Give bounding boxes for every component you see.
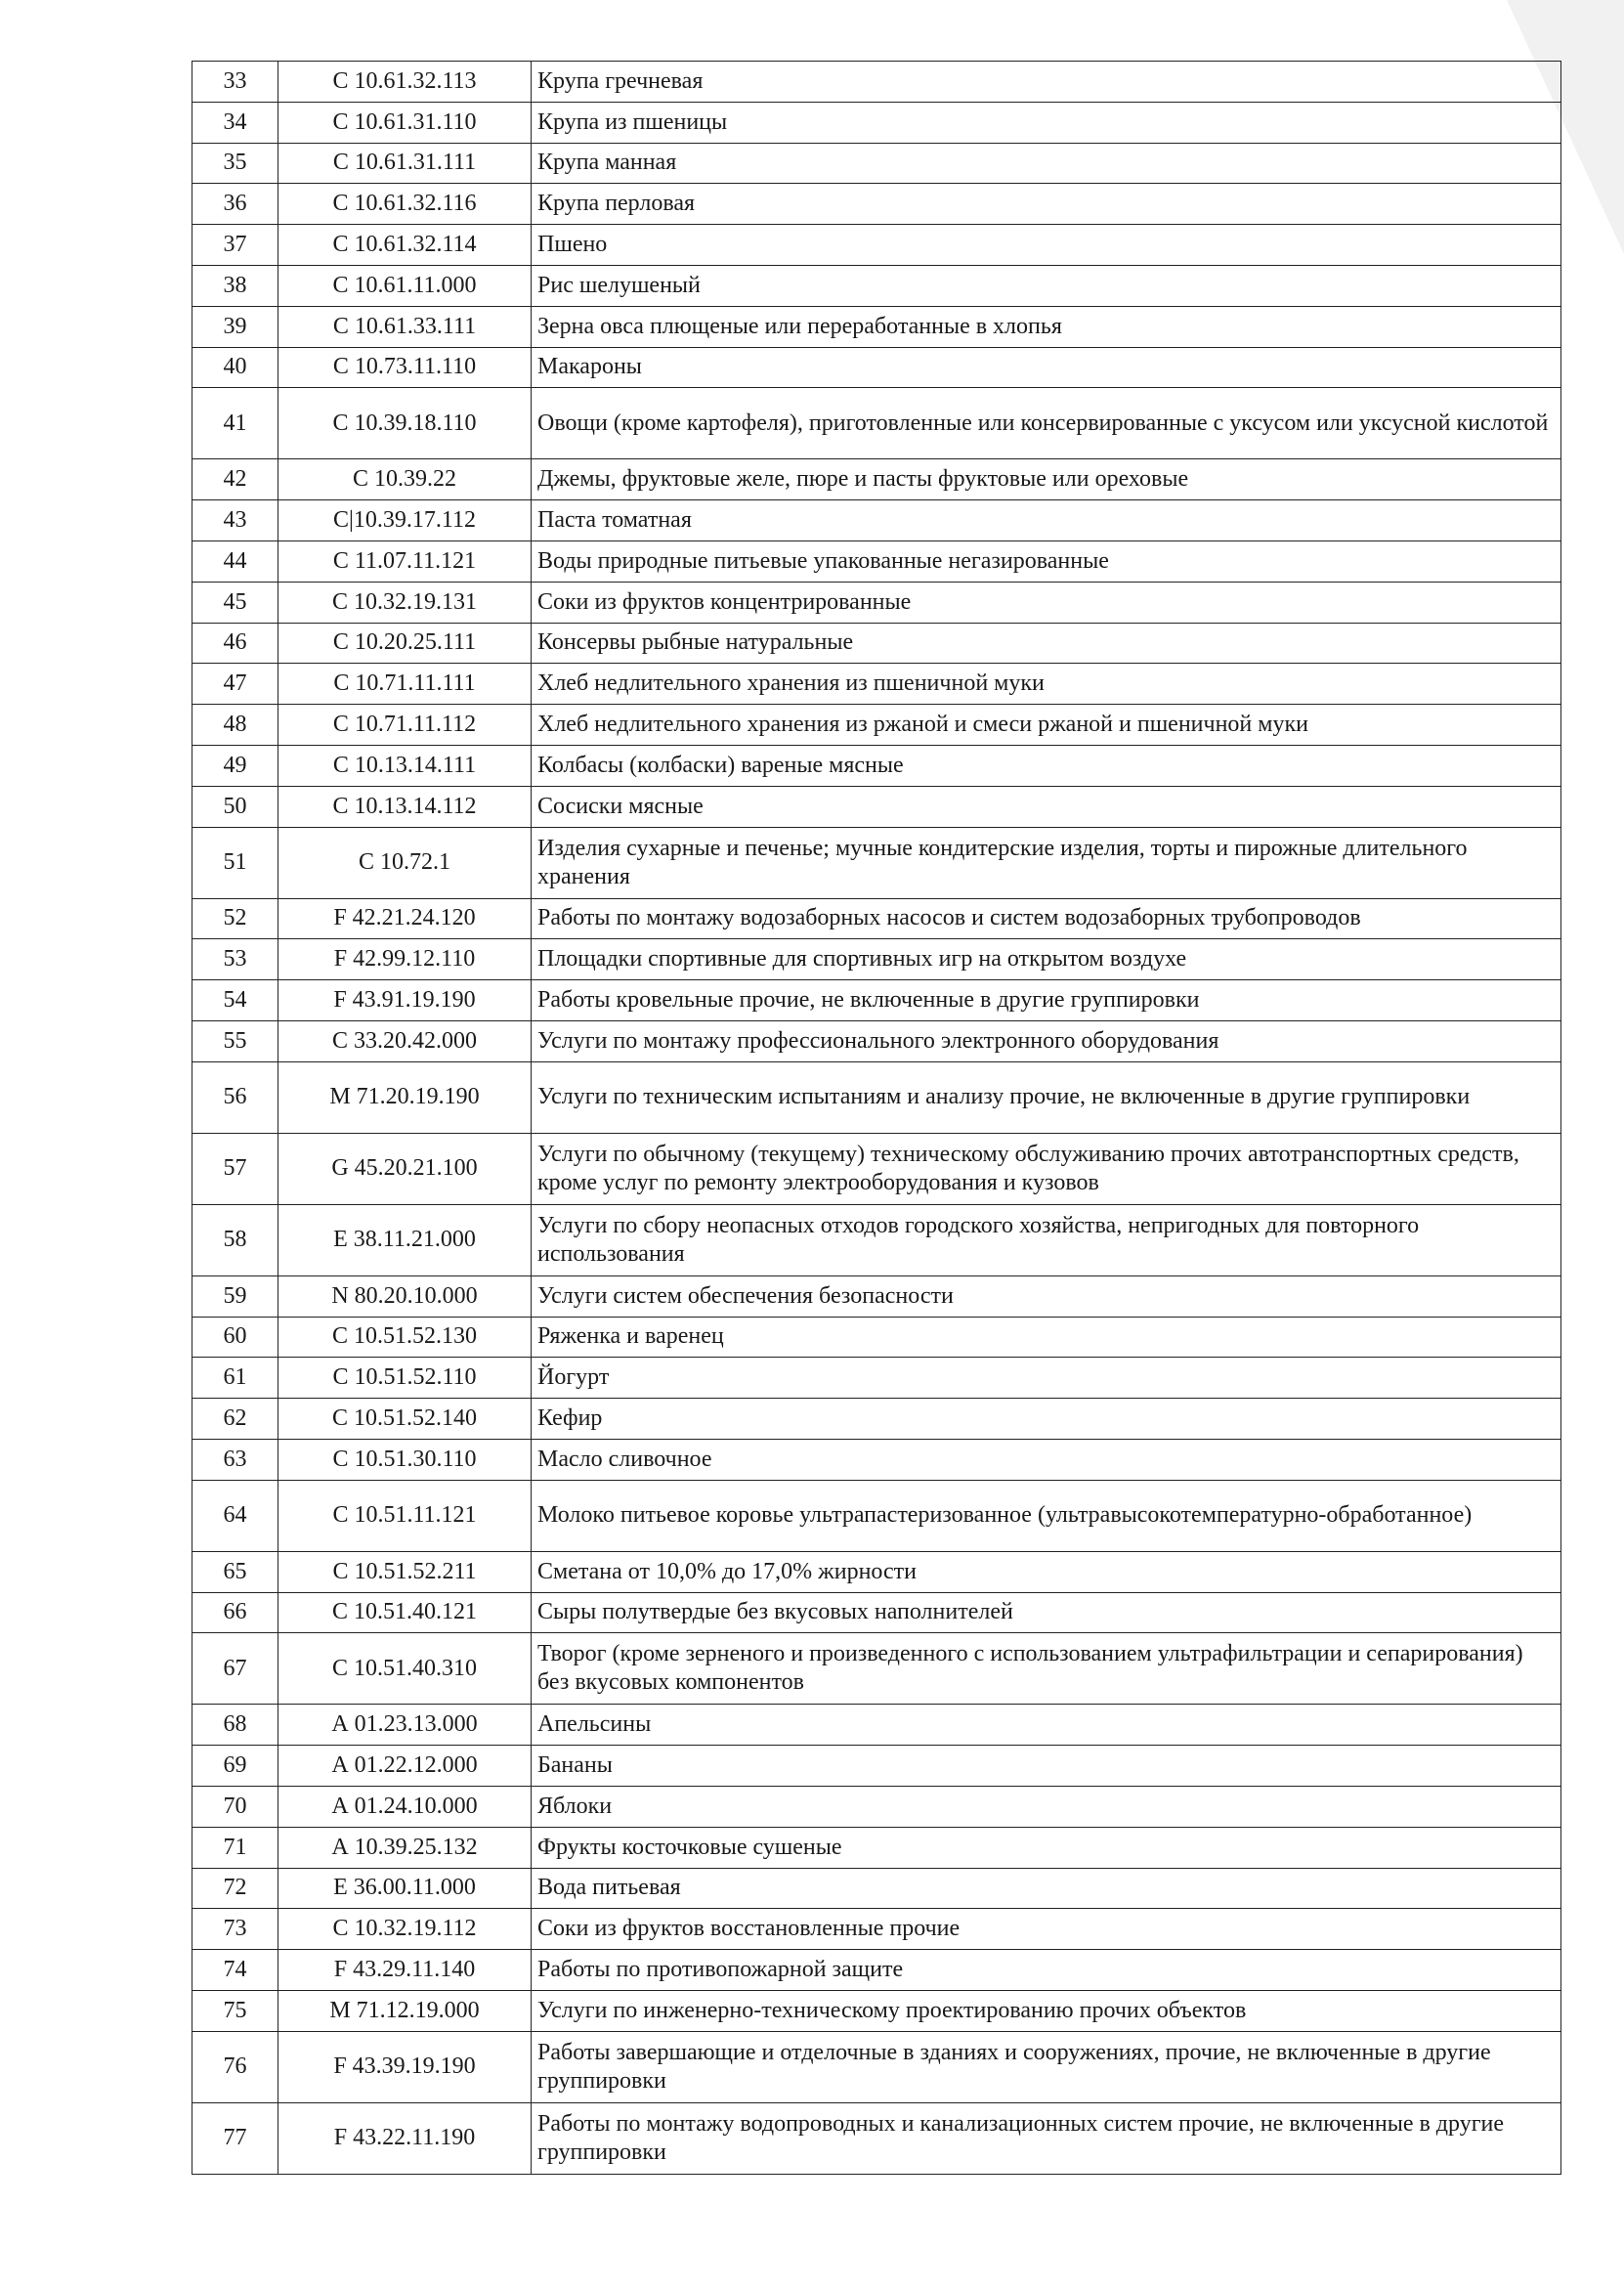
item-name: Бананы [532,1746,1561,1787]
item-name: Колбасы (колбаски) вареные мясные [532,745,1561,786]
okpd-code: С 10.20.25.111 [278,623,532,664]
table-row [192,1827,1561,1868]
row-number: 73 [192,1909,278,1950]
okpd-code: E 36.00.11.000 [278,1868,532,1909]
okpd-code: С 10.13.14.112 [278,786,532,827]
item-name: Работы завершающие и отделочные в зданиях и сооружениях, прочие, не включенные в другие группировки [532,2031,1561,2102]
item-name: Рис шелушеный [532,265,1561,306]
item-name: Йогурт [532,1358,1561,1399]
table-row [192,306,1561,347]
table-row [192,347,1561,388]
okpd-code: С 10.71.11.111 [278,664,532,705]
table-row [192,1020,1561,1061]
okpd-code: А 01.24.10.000 [278,1786,532,1827]
okpd-code: G 45.20.21.100 [278,1133,532,1204]
table-row [192,1061,1561,1133]
row-number: 51 [192,827,278,898]
okpd-code: F 42.21.24.120 [278,898,532,939]
okpd-code: С 10.61.32.114 [278,225,532,266]
item-name: Услуги по инженерно-техническому проектированию прочих объектов [532,1990,1561,2031]
row-number: 56 [192,1061,278,1133]
table-row [192,459,1561,500]
okpd-code: F 43.91.19.190 [278,980,532,1021]
item-name: Ряженка и варенец [532,1317,1561,1358]
item-name: Услуги систем обеспечения безопасности [532,1275,1561,1317]
item-name: Паста томатная [532,500,1561,541]
okpd-code: С 33.20.42.000 [278,1020,532,1061]
row-number: 77 [192,2102,278,2174]
okpd-code: С 10.32.19.131 [278,582,532,623]
table-row [192,664,1561,705]
okpd-code: С 10.51.11.121 [278,1480,532,1551]
okpd-code: М 71.20.19.190 [278,1061,532,1133]
row-number: 76 [192,2031,278,2102]
table-row [192,62,1561,103]
item-name: Работы кровельные прочие, не включенные в другие группировки [532,980,1561,1021]
item-name: Кефир [532,1399,1561,1440]
table-row [192,1399,1561,1440]
table-row [192,540,1561,582]
item-name: Сыры полутвердые без вкусовых наполнителей [532,1592,1561,1633]
okpd-code: С 11.07.11.121 [278,540,532,582]
okpd-code: С 10.13.14.111 [278,745,532,786]
item-name: Сосиски мясные [532,786,1561,827]
table-row [192,786,1561,827]
okpd-code: С 10.61.11.000 [278,265,532,306]
row-number: 39 [192,306,278,347]
table-row [192,623,1561,664]
row-number: 57 [192,1133,278,1204]
item-name: Хлеб недлительного хранения из ржаной и смеси ржаной и пшеничной муки [532,705,1561,746]
table-row [192,1909,1561,1950]
row-number: 53 [192,939,278,980]
item-name: Услуги по техническим испытаниям и анализу прочие, не включенные в другие группировки [532,1061,1561,1133]
table-row [192,2031,1561,2102]
okpd-code: F 43.22.11.190 [278,2102,532,2174]
table-row [192,1317,1561,1358]
table-row [192,2102,1561,2174]
okpd-code: N 80.20.10.000 [278,1275,532,1317]
okpd-code: С 10.71.11.112 [278,705,532,746]
item-name: Вода питьевая [532,1868,1561,1909]
row-number: 65 [192,1551,278,1592]
row-number: 41 [192,388,278,459]
table-row [192,745,1561,786]
row-number: 55 [192,1020,278,1061]
okpd-code: С|10.39.17.112 [278,500,532,541]
item-name: Крупа перловая [532,184,1561,225]
row-number: 63 [192,1439,278,1480]
table-row [192,1592,1561,1633]
okpd-code: С 10.61.33.111 [278,306,532,347]
item-name: Хлеб недлительного хранения из пшеничной муки [532,664,1561,705]
item-name: Работы по противопожарной защите [532,1950,1561,1991]
row-number: 40 [192,347,278,388]
item-name: Изделия сухарные и печенье; мучные кондитерские изделия, торты и пирожные длительного хранения [532,827,1561,898]
row-number: 48 [192,705,278,746]
table-row [192,1275,1561,1317]
item-name: Фрукты косточковые сушеные [532,1827,1561,1868]
table-row [192,1551,1561,1592]
row-number: 61 [192,1358,278,1399]
item-name: Воды природные питьевые упакованные негазированные [532,540,1561,582]
okpd-code: С 10.51.40.121 [278,1592,532,1633]
row-number: 59 [192,1275,278,1317]
okpd-code: E 38.11.21.000 [278,1204,532,1275]
okpd-code: С 10.51.52.211 [278,1551,532,1592]
okpd-table [192,61,1561,2175]
row-number: 44 [192,540,278,582]
row-number: 37 [192,225,278,266]
row-number: 60 [192,1317,278,1358]
row-number: 38 [192,265,278,306]
row-number: 66 [192,1592,278,1633]
row-number: 69 [192,1746,278,1787]
table-row [192,1133,1561,1204]
table-row [192,898,1561,939]
row-number: 58 [192,1204,278,1275]
row-number: 71 [192,1827,278,1868]
table-row [192,265,1561,306]
okpd-code: С 10.61.32.116 [278,184,532,225]
row-number: 33 [192,62,278,103]
okpd-code: С 10.61.32.113 [278,62,532,103]
item-name: Работы по монтажу водозаборных насосов и систем водозаборных трубопроводов [532,898,1561,939]
table-row [192,225,1561,266]
table-row [192,143,1561,184]
item-name: Консервы рыбные натуральные [532,623,1561,664]
row-number: 50 [192,786,278,827]
row-number: 62 [192,1399,278,1440]
row-number: 47 [192,664,278,705]
table-row [192,102,1561,143]
table-row [192,980,1561,1021]
okpd-code: С 10.51.52.110 [278,1358,532,1399]
item-name: Крупа из пшеницы [532,102,1561,143]
row-number: 46 [192,623,278,664]
row-number: 42 [192,459,278,500]
item-name: Соки из фруктов концентрированные [532,582,1561,623]
okpd-code: F 42.99.12.110 [278,939,532,980]
item-name: Яблоки [532,1786,1561,1827]
item-name: Макароны [532,347,1561,388]
table-row [192,1204,1561,1275]
item-name: Овощи (кроме картофеля), приготовленные или консервированные с уксусом или уксусной кислотой [532,388,1561,459]
table-row [192,1868,1561,1909]
okpd-code: С 10.51.30.110 [278,1439,532,1480]
row-number: 36 [192,184,278,225]
okpd-code: F 43.29.11.140 [278,1950,532,1991]
item-name: Услуги по обычному (текущему) техническому обслуживанию прочих автотранспортных средств, кроме услуг по ремонту электрооборудования и кузовов [532,1133,1561,1204]
item-name: Крупа гречневая [532,62,1561,103]
table-row [192,1786,1561,1827]
table-row [192,1480,1561,1551]
okpd-code: С 10.61.31.110 [278,102,532,143]
row-number: 68 [192,1705,278,1746]
table-row [192,184,1561,225]
row-number: 34 [192,102,278,143]
row-number: 74 [192,1950,278,1991]
row-number: 70 [192,1786,278,1827]
row-number: 64 [192,1480,278,1551]
table-row [192,1990,1561,2031]
item-name: Работы по монтажу водопроводных и канализационных систем прочие, не включенные в другие группировки [532,2102,1561,2174]
okpd-code: С 10.39.22 [278,459,532,500]
item-name: Соки из фруктов восстановленные прочие [532,1909,1561,1950]
item-name: Апельсины [532,1705,1561,1746]
row-number: 45 [192,582,278,623]
item-name: Зерна овса плющеные или переработанные в хлопья [532,306,1561,347]
table-row [192,1950,1561,1991]
item-name: Пшено [532,225,1561,266]
okpd-code: С 10.51.52.130 [278,1317,532,1358]
table-row [192,582,1561,623]
row-number: 43 [192,500,278,541]
okpd-code: А 10.39.25.132 [278,1827,532,1868]
row-number: 52 [192,898,278,939]
okpd-code: С 10.61.31.111 [278,143,532,184]
item-name: Крупа манная [532,143,1561,184]
row-number: 72 [192,1868,278,1909]
okpd-code: А 01.23.13.000 [278,1705,532,1746]
okpd-code: С 10.39.18.110 [278,388,532,459]
item-name: Услуги по сбору неопасных отходов городского хозяйства, непригодных для повторного использования [532,1204,1561,1275]
item-name: Площадки спортивные для спортивных игр на открытом воздухе [532,939,1561,980]
okpd-code: С 10.73.11.110 [278,347,532,388]
table-row [192,827,1561,898]
table-row [192,705,1561,746]
okpd-code: С 10.32.19.112 [278,1909,532,1950]
table-row [192,939,1561,980]
okpd-code: С 10.51.40.310 [278,1633,532,1705]
item-name: Молоко питьевое коровье ультрапастеризованное (ультравысокотемпературно-обработанное) [532,1480,1561,1551]
table-row [192,1705,1561,1746]
okpd-code: М 71.12.19.000 [278,1990,532,2031]
row-number: 35 [192,143,278,184]
item-name: Творог (кроме зерненого и произведенного с использованием ультрафильтрации и сепарирования) без вкусовых компонентов [532,1633,1561,1705]
row-number: 75 [192,1990,278,2031]
table-row [192,1439,1561,1480]
row-number: 49 [192,745,278,786]
row-number: 54 [192,980,278,1021]
item-name: Джемы, фруктовые желе, пюре и пасты фруктовые или ореховые [532,459,1561,500]
row-number: 67 [192,1633,278,1705]
item-name: Масло сливочное [532,1439,1561,1480]
table-row [192,1633,1561,1705]
okpd-code: F 43.39.19.190 [278,2031,532,2102]
table-row [192,1746,1561,1787]
item-name: Услуги по монтажу профессионального электронного оборудования [532,1020,1561,1061]
table-row [192,500,1561,541]
table-row [192,1358,1561,1399]
item-name: Сметана от 10,0% до 17,0% жирности [532,1551,1561,1592]
okpd-code: А 01.22.12.000 [278,1746,532,1787]
okpd-code: С 10.51.52.140 [278,1399,532,1440]
okpd-table-body [192,62,1561,2175]
okpd-code: С 10.72.1 [278,827,532,898]
table-row [192,388,1561,459]
